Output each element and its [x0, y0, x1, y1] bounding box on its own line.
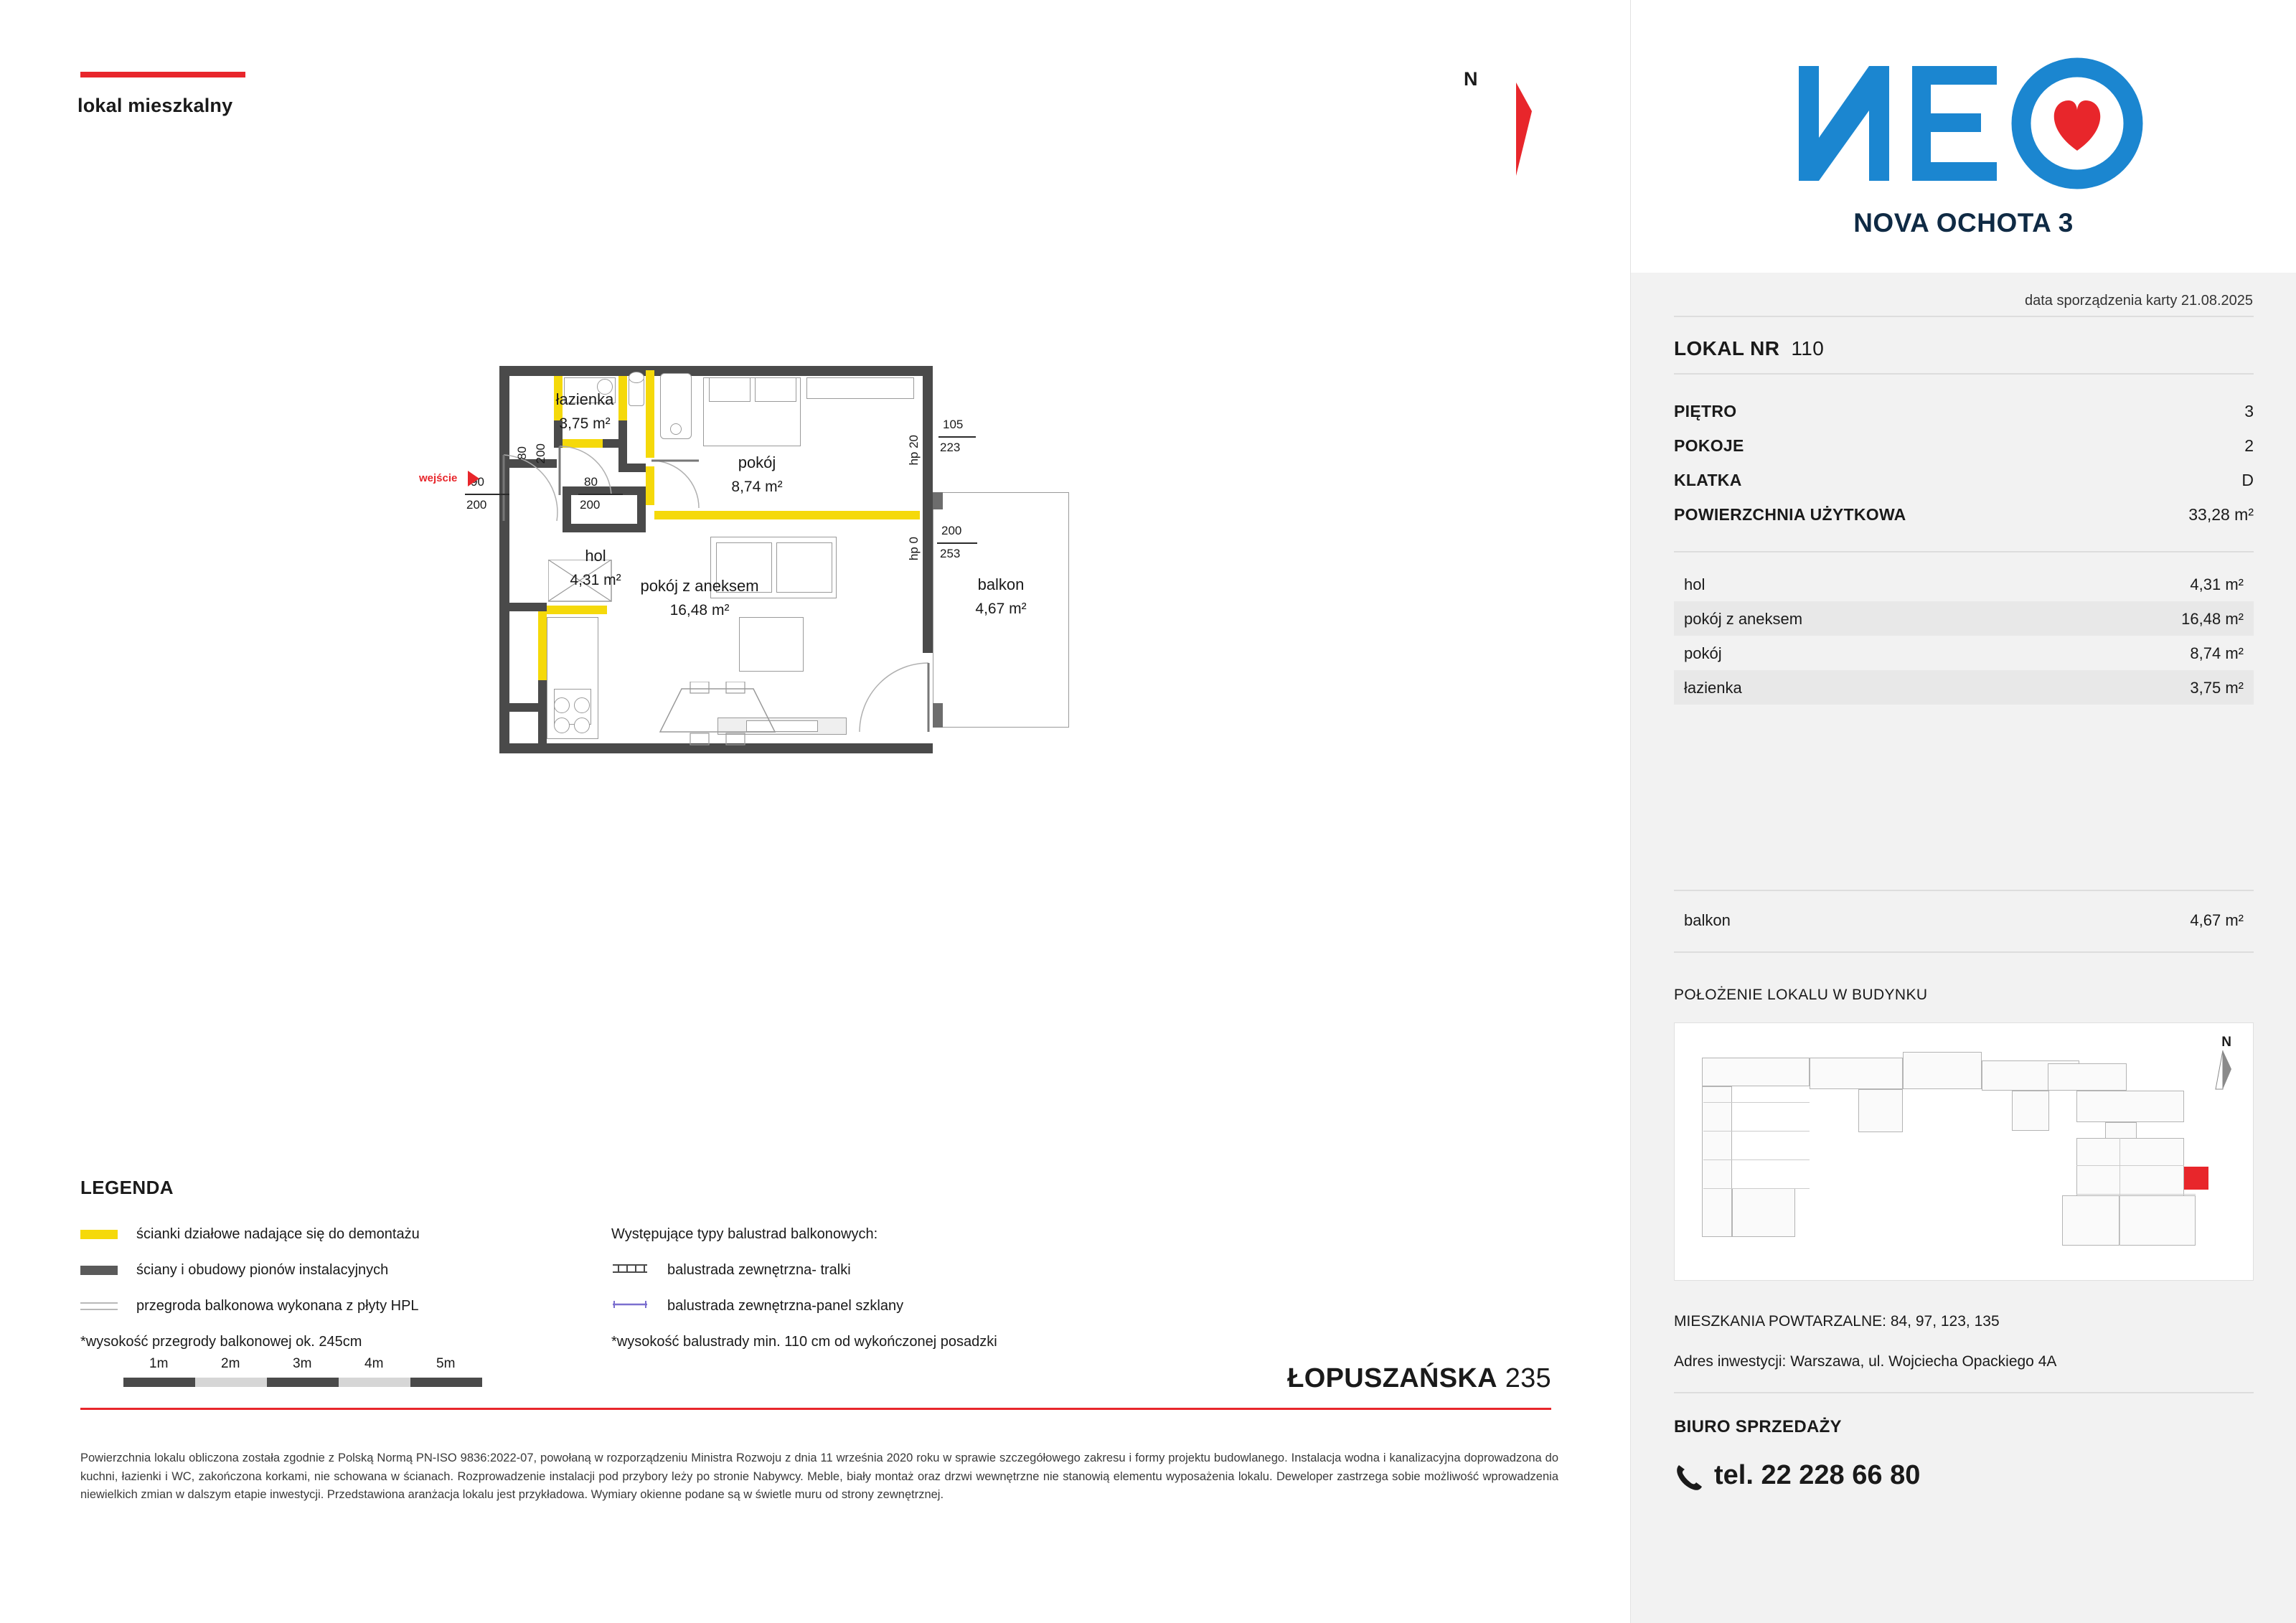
door-entry-icon	[501, 452, 563, 531]
room-label-bedroom: pokój 8,74 m²	[731, 453, 783, 495]
dim-hol-door-height: 200	[580, 498, 601, 512]
repeated-units-label: MIESZKANIA POWTARZALNE: 84, 97, 123, 135	[1674, 1313, 2000, 1330]
dim-bath-door-width: 80	[515, 446, 529, 460]
divider-5	[1674, 951, 2254, 953]
door-bedroom-icon	[646, 458, 710, 515]
dim-balcony-door-hp: hp 0	[907, 537, 921, 561]
sales-office-title: BIURO SPRZEDAŻY	[1674, 1417, 1842, 1436]
footer-divider	[80, 1408, 1551, 1410]
room-label-bathroom: łazienka 3,75 m²	[555, 390, 614, 432]
lokal-number: 110	[1791, 337, 1825, 359]
room-label-living: pokój z aneksem 16,48 m²	[640, 577, 759, 618]
minimap-compass-label: N	[2221, 1035, 2231, 1050]
entrance-label: wejście	[419, 472, 458, 484]
title-accent-bar	[80, 72, 245, 77]
legend-note-right: *wysokość balustrady min. 110 cm od wykończonej posadzki	[611, 1334, 997, 1350]
legend-balustrades-title: Występujące typy balustrad balkonowych:	[611, 1226, 878, 1242]
page-title: lokal mieszkalny	[77, 95, 233, 116]
address-street: ŁOPUSZAŃSKA	[1287, 1363, 1497, 1393]
compass-north-label: N	[1464, 68, 1478, 90]
legend-item-partition: ścianki działowe nadające się do demontażu	[80, 1226, 420, 1243]
entrance-arrow-icon	[468, 471, 479, 486]
dim-hol-door-width: 80	[584, 475, 598, 489]
legend-item-balustrade-tralki: balustrada zewnętrzna- tralki	[611, 1262, 851, 1279]
scale-label-4m: 4m	[364, 1356, 384, 1371]
dim-entry-height: 200	[466, 498, 487, 512]
room-row-lazienka: łazienka 3,75 m²	[1674, 670, 2254, 705]
lokal-number-row	[1674, 337, 1824, 360]
legend-item-balustrade-glass: balustrada zewnętrzna-panel szklany	[611, 1298, 903, 1314]
minimap-unit-highlight	[2184, 1167, 2208, 1190]
dining-set-icon	[653, 682, 782, 761]
door-balcony-icon	[854, 660, 933, 746]
scale-label-1m: 1m	[149, 1356, 169, 1371]
dim-window-small-width: 105	[943, 418, 964, 431]
balustrade-tralki-icon	[611, 1266, 649, 1275]
room-row-hol: hol 4,31 m²	[1684, 575, 2244, 593]
divider-1	[1674, 316, 2254, 317]
card-date: data sporządzenia karty 21.08.2025	[2025, 293, 2253, 309]
legend-item-structural: ściany i obudowy pionów instalacyjnych	[80, 1262, 388, 1279]
logo-block	[1631, 0, 2296, 273]
building-minimap[interactable]	[1674, 1022, 2254, 1281]
sales-phone[interactable]: tel. 22 228 66 80	[1714, 1460, 1921, 1490]
dim-window-small-height: 223	[940, 441, 961, 454]
right-panel: NOVA OCHOTA 3 data sporządzenia karty 21.08.2025 LOKAL NR 110 PIĘTRO 3 POKOJE 2 KLATKA D POWIERZCHNIA UŻYTKOWA 33,28 m² hol 4,31 m² pokój z aneksem 16,48 m² pokój 8,74 m² łazienka 3,75 m² balkon 4,67 m² POŁOŻENIE LOKALU W BUDYNKU N MIESZKANIA POWTARZALNE: 84, 97, 123, 135 Adres inwestycji: Warszawa, ul. Wojciecha Opackiego 4A BIURO SPRZEDAŻY tel. 22 228 66 80	[1630, 0, 2296, 1623]
dim-entry-width: 90	[471, 475, 484, 489]
scale-label-3m: 3m	[293, 1356, 312, 1371]
investment-address: Adres inwestycji: Warszawa, ul. Wojciecha Opackiego 4A	[1674, 1353, 2057, 1370]
dim-balcony-door-height: 253	[940, 547, 961, 560]
scale-label-2m: 2m	[221, 1356, 240, 1371]
divider-4	[1674, 890, 2254, 891]
legend-item-hpl: przegroda balkonowa wykonana z płyty HPL	[80, 1298, 419, 1314]
room-label-hol: hol 4,31 m²	[570, 547, 621, 588]
compass-icon	[1460, 68, 1553, 183]
scale-bar	[80, 1356, 482, 1387]
phone-icon	[1672, 1461, 1704, 1492]
room-label-balcony: balkon 4,67 m²	[975, 575, 1027, 617]
minimap-compass-icon	[2207, 1048, 2240, 1092]
door-bathroom-icon	[555, 445, 627, 499]
location-title: POŁOŻENIE LOKALU W BUDYNKU	[1674, 987, 1928, 1003]
scale-label-5m: 5m	[436, 1356, 456, 1371]
balustrade-glass-icon	[611, 1302, 649, 1311]
divider-3	[1674, 551, 2254, 552]
legend-swatch-hpl	[80, 1302, 118, 1310]
legend-title: LEGENDA	[80, 1177, 174, 1198]
legend-note-left: *wysokość przegrody balkonowej ok. 245cm	[80, 1334, 362, 1350]
legend-swatch-yellow	[80, 1230, 118, 1239]
dim-bath-door-height: 200	[534, 443, 547, 464]
dim-balcony-door-width: 200	[941, 524, 962, 537]
floor-plan-drawing	[419, 344, 1191, 847]
legend-swatch-gray	[80, 1266, 118, 1275]
lokal-label: LOKAL NR	[1674, 337, 1780, 359]
logo-subtitle: NOVA OCHOTA 3	[1853, 208, 2074, 237]
divider-2	[1674, 373, 2254, 375]
project-address	[1287, 1363, 1551, 1394]
divider-6	[1674, 1392, 2254, 1393]
room-row-pokoj-z-aneksem: pokój z aneksem 16,48 m²	[1674, 601, 2254, 636]
neo-logo-icon	[1784, 44, 2143, 195]
room-row-pokoj: pokój 8,74 m²	[1684, 644, 2244, 662]
disclaimer-text: Powierzchnia lokalu obliczona została zgodnie z Polską Normą PN-ISO 9836:2022-07, powołaną w rozporządzeniu Ministra Rozwoju z dnia 11 września 2020 roku w sprawie szczegółowego zakresu i formy projektu budowlanego. Instalacja wodna i kanalizacyjna doprowadzona do kuchni, łazienki i WC, zakończona korkami, nie schowana w ścianach. Rozprowadzenie instalacji pod przybory leży po stronie Nabywcy. Meble, biały montaż oraz drzwi wewnętrzne nie stanowią elementu wyposażenia lokalu. Deweloper zastrzega sobie możliwość wprowadzenia niewielkich zmian w dalszym etapie inwestycji. Przedstawiona aranżacja lokalu jest przykładowa. Wymiary okienne podane są w świetle muru od strony zewnętrznej.	[80, 1452, 1558, 1502]
legend	[80, 1177, 1200, 1350]
dim-window-small-hp: hp 20	[907, 435, 921, 466]
address-number: 235	[1505, 1363, 1551, 1393]
